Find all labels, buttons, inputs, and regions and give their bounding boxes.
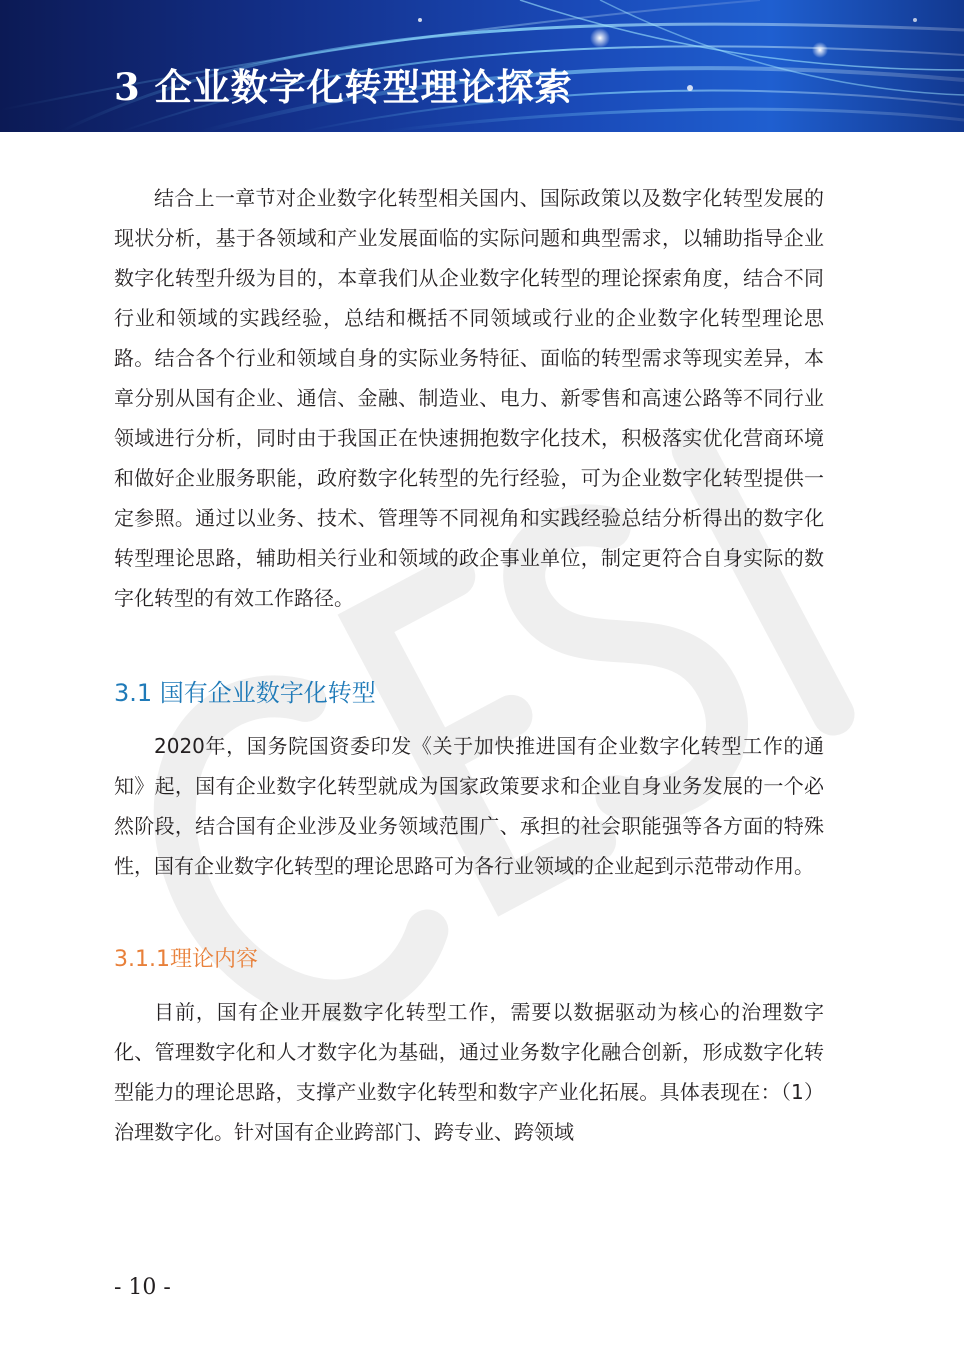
section-3-1-1-paragraph: 目前，国有企业开展数字化转型工作，需要以数据驱动为核心的治理数字化、管理数字化和人才数字化为基础，通过业务数字化融合创新，形成数字化转型能力的理论思路，支撑产业数字化转型和数字产业化拓展。具体表现在：（1）治理数字化。针对国有企业跨部门、跨专业、跨领域 (114, 1000, 824, 1144)
section-heading-3-1: 3.1 国有企业数字化转型 (114, 679, 376, 707)
section-3-1-paragraph: 2020年，国务院国资委印发《关于加快推进国有企业数字化转型工作的通知》起，国有企业数字化转型就成为国家政策要求和企业自身业务发展的一个必然阶段，结合国有企业涉及业务领域范围广、承担的社会职能强等各方面的特殊性，国有企业数字化转型的理论思路可为各行业领域的企业起到示范带动作用。 (114, 734, 824, 878)
page-content (114, 178, 824, 1152)
page-number: - 10 - (114, 1275, 171, 1300)
subsection-heading-3-1-1: 3.1.1理论内容 (114, 947, 258, 972)
chapter-title: 3 企业数字化转型理论探索 (114, 65, 573, 109)
intro-paragraph: 结合上一章节对企业数字化转型相关国内、国际政策以及数字化转型发展的现状分析，基于各领域和产业发展面临的实际问题和典型需求，以辅助指导企业数字化转型升级为目的，本章我们从企业数字化转型的理论探索角度，结合不同行业和领域的实践经验，总结和概括不同领域或行业的企业数字化转型理论思路。结合各个行业和领域自身的实际业务特征、面临的转型需求等现实差异，本章分别从国有企业、通信、金融、制造业、电力、新零售和高速公路等不同行业领域进行分析，同时由于我国正在快速拥抱数字化技术，积极落实优化营商环境和做好企业服务职能，政府数字化转型的先行经验，可为企业数字化转型提供一定参照。通过以业务、技术、管理等不同视角和实践经验总结分析得出的数字化转型理论思路，辅助相关行业和领域的政企事业单位，制定更符合自身实际的数字化转型的有效工作路径。 (114, 186, 824, 610)
